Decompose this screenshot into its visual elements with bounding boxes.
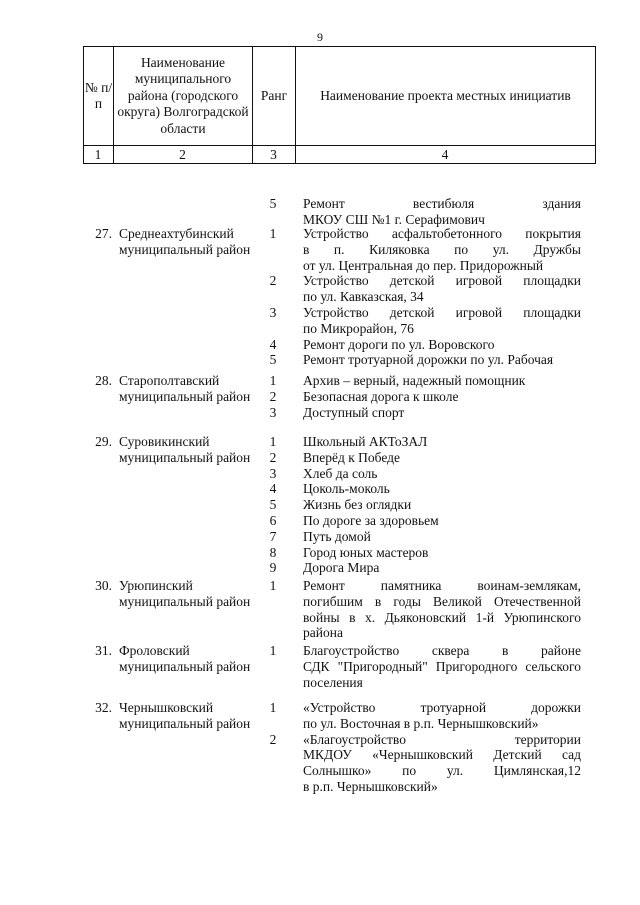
project-name [303,373,581,389]
project-line: Ремонт дороги по ул. Воровского [303,336,495,352]
project-line: Ремонт вестибюля здания [303,196,581,211]
project-line: Хлеб да соль [303,465,378,481]
row-number: 32. [95,700,112,715]
project-rank: 5 [269,497,277,513]
project-rank: 3 [269,465,277,481]
project-rank: 8 [269,544,277,560]
project-name [303,466,581,482]
header-col-project: Наименование проекта местных инициатив [320,87,571,103]
district-name: Суровикинский муниципальный район [119,434,251,465]
project-line: по Микрорайон, 76 [303,320,414,336]
district-name: Урюпинский муниципальный район [119,578,251,609]
header-num-2: 2 [179,147,186,162]
project-line: Безопасная дорога к школе [303,388,459,404]
project-name [303,434,581,450]
project-rank: 5 [269,352,277,368]
project-line: «Устройство тротуарной дорожки [303,700,581,715]
project-name [303,560,581,576]
header-vline-4 [595,46,596,164]
project-name [303,700,581,732]
project-rank: 4 [269,336,277,352]
district-name: Среднеахтубинский муниципальный район [119,226,251,257]
project-line: Архив – верный, надежный помощник [303,373,526,388]
project-line: погибшим в годы Великой Отечественной [303,593,581,609]
project-rank: 6 [269,513,277,528]
project-line: Цоколь-моколь [303,481,390,497]
project-rank: 4 [269,481,277,497]
project-line: Ремонт памятника воинам-землякам, [303,578,581,593]
project-line: Благоустройство сквера в районе [303,643,581,658]
project-name [303,643,581,690]
table-header [83,46,596,164]
header-num-1: 1 [94,147,102,162]
project-line: войны в х. Дьяконовский 1-й Урюпинского [303,609,581,625]
row-number: 30. [95,578,112,593]
header-num-3: 3 [270,147,277,162]
header-num-4: 4 [441,147,449,162]
project-name [303,545,581,561]
project-name [303,513,581,529]
project-name [303,405,581,421]
project-line: Жизнь без оглядки [303,497,412,513]
project-line: Путь домой [303,528,371,544]
project-line: Вперёд к Победе [303,449,401,465]
header-col-rank: Ранг [260,87,288,103]
project-line: в р.п. Чернышковский» [303,778,438,794]
project-line: МКДОУ «Чернышковский Детский сад [303,747,581,763]
project-rank: 1 [269,700,277,715]
project-name [303,337,581,353]
project-line: Город юных мастеров [303,544,429,560]
project-rank: 5 [269,196,277,211]
project-name [303,732,581,795]
project-line: Ремонт тротуарной дорожки по ул. Рабочая [303,352,554,368]
project-line: По дороге за здоровьем [303,513,439,528]
row-number: 31. [95,643,112,658]
project-name [303,273,581,305]
project-rank: 3 [269,305,277,320]
project-rank: 1 [269,434,277,449]
district-name: Старополтавский муниципальный район [119,373,251,404]
project-name [303,196,581,228]
row-number: 29. [95,434,112,449]
project-line: Устройство детской игровой площадки [303,273,581,289]
project-rank: 2 [269,449,277,465]
project-name [303,450,581,466]
project-line: СДК "Пригородный" Пригородного сельского [303,658,581,674]
district-name: Чернышковский муниципальный район [119,700,251,731]
project-line: «Благоустройство территории [303,731,581,747]
project-name [303,497,581,513]
project-rank: 9 [269,560,277,576]
project-rank: 2 [269,731,277,747]
project-name [303,389,581,405]
project-line: Доступный спорт [303,404,405,420]
project-name [303,226,581,273]
project-line: от ул. Центральная до пер. Придорожный [303,257,544,273]
project-line: МКОУ СШ №1 г. Серафимович [303,211,485,227]
project-line: Школьный АКТоЗАЛ [303,434,428,449]
project-rank: 3 [269,404,277,420]
district-name: Фроловский муниципальный район [119,643,251,674]
project-name [303,578,581,641]
project-rank: 2 [269,273,277,289]
row-number: 27. [95,226,112,241]
header-col-number: № п/п [84,79,113,111]
header-col-district: Наименование муниципального района (городского округа) Волгоградской области [117,54,249,136]
project-rank: 1 [269,578,277,593]
project-name [303,481,581,497]
row-number: 28. [95,373,112,388]
project-line: в п. Киляковка по ул. Дружбы [303,241,581,257]
project-name [303,529,581,545]
project-line: Устройство асфальтобетонного покрытия [303,226,581,241]
project-line: поселения [303,674,363,690]
project-name [303,305,581,337]
project-name [303,352,581,368]
project-line: Солнышко» по ул. Цимлянская,12 [303,763,581,779]
project-line: Дорога Мира [303,560,380,576]
project-rank: 1 [269,226,277,241]
project-line: района [303,625,343,641]
project-line: по ул. Кавказская, 34 [303,289,424,305]
page-number: 9 [317,30,323,44]
project-rank: 1 [269,373,277,388]
project-line: Устройство детской игровой площадки [303,305,581,320]
project-rank: 1 [269,643,277,658]
project-line: по ул. Восточная в р.п. Чернышковский» [303,715,539,731]
project-rank: 2 [269,388,277,404]
project-rank: 7 [269,528,277,544]
